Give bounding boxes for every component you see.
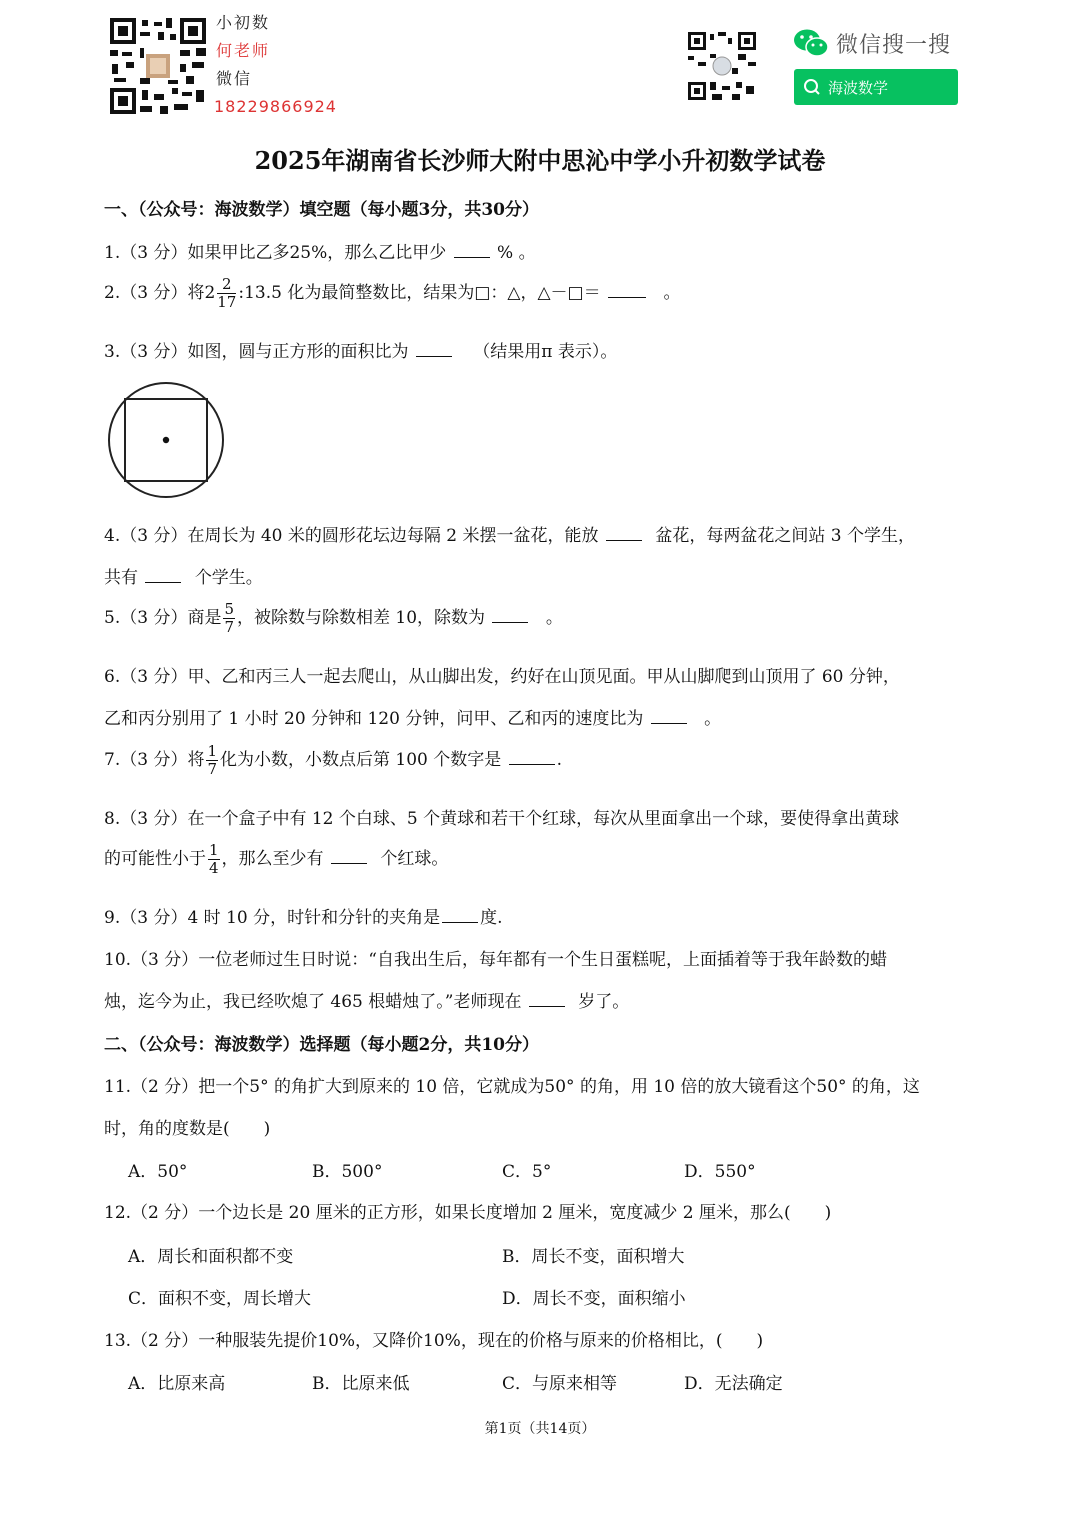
q11-option-d[interactable]: D．550° <box>684 1162 756 1182</box>
answer-blank <box>529 992 565 1007</box>
fraction-denominator: 7 <box>224 618 234 636</box>
q8-text-2: 的可能性小于 <box>104 849 206 869</box>
answer-blank <box>416 342 452 357</box>
answer-blank <box>651 709 687 724</box>
question-8-line-2 <box>104 842 448 877</box>
q1-suffix: % 。 <box>497 243 536 263</box>
page-title: 2025年湖南省长沙师大附中思沁中学小升初数学试卷 <box>254 146 826 175</box>
fraction <box>208 842 220 877</box>
fraction-numerator: 1 <box>207 742 217 760</box>
q8-suffix: 个红球。 <box>380 849 449 869</box>
q7-text: 7.（3 分）将 <box>104 750 205 770</box>
q13-option-a[interactable]: A．比原来高 <box>128 1374 226 1394</box>
fraction <box>223 601 235 636</box>
q5-suffix: 。 <box>545 608 563 628</box>
question-5 <box>104 601 563 636</box>
answer-blank <box>606 526 642 541</box>
question-13 <box>104 1326 763 1351</box>
q7-suffix: . <box>556 750 563 770</box>
fraction <box>206 743 218 778</box>
q6-text: 6.（3 分）甲、乙和丙三人一起去爬山，从山脚出发，约好在山顶见面。甲从山脚爬到山顶用了 60 分钟， <box>104 667 900 687</box>
section-heading-fill-in: 一、（公众号：海波数学）填空题（每小题3分，共30分） <box>104 200 539 220</box>
fraction-numerator: 2 <box>217 276 236 294</box>
question-11-line-2 <box>104 1114 270 1139</box>
question-6-line-2 <box>104 704 721 729</box>
q11-text: 11.（2 分）把一个5° 的角扩大到原来的 10 倍，它就成为50° 的角，用 10 倍的放大镜看这个50° 的角，这 <box>104 1077 920 1097</box>
handwritten-teacher-name: 何老师 <box>216 41 271 60</box>
q13-option-c[interactable]: C．与原来相等 <box>502 1374 618 1394</box>
q4-text-2: 盆花，每两盆花之间站 3 个学生， <box>655 526 915 546</box>
q6-text-2: 乙和丙分别用了 1 小时 20 分钟和 120 分钟，问甲、乙和丙的速度比为 <box>104 709 644 729</box>
answer-blank <box>331 849 367 864</box>
q9-suffix: 度. <box>480 908 503 928</box>
question-2 <box>104 276 680 311</box>
q12-option-d[interactable]: D．周长不变，面积缩小 <box>502 1289 686 1309</box>
answer-blank <box>492 608 528 623</box>
fraction-denominator: 4 <box>209 859 219 877</box>
question-11-line-1 <box>104 1072 920 1097</box>
q11-option-c[interactable]: C．5° <box>502 1162 552 1182</box>
q4-text-3: 共有 <box>104 568 138 588</box>
q13-option-d[interactable]: D．无法确定 <box>684 1374 783 1394</box>
question-3 <box>104 337 617 362</box>
q5-text: 5.（3 分）商是 <box>104 608 222 628</box>
q2-text-2: :13.5 化为最简整数比，结果为□：△，△－□＝ <box>238 283 601 303</box>
answer-blank <box>442 908 478 923</box>
q13-option-b[interactable]: B．比原来低 <box>312 1374 410 1394</box>
q10-text-2: 烛，迄今为止，我已经吹熄了 465 根蜡烛了。”老师现在 <box>104 992 522 1012</box>
qr-code-right <box>688 32 756 100</box>
question-6-line-1 <box>104 662 900 687</box>
wechat-search-title: 微信搜一搜 <box>836 33 952 58</box>
q3-text: 3.（3 分）如图，圆与正方形的面积比为 <box>104 342 409 362</box>
q11-option-a[interactable]: A．50° <box>128 1162 188 1182</box>
question-8-line-1 <box>104 804 899 829</box>
question-10-line-1 <box>104 945 887 970</box>
page-number: 第1页（共14页） <box>484 1421 596 1437</box>
q8-text-3: ，那么至少有 <box>221 849 324 869</box>
fraction-denominator: 17 <box>217 293 237 311</box>
q3-suffix: （结果用π 表示）。 <box>473 342 618 362</box>
q7-text-2: 化为小数，小数点后第 100 个数字是 <box>220 750 502 770</box>
question-10-line-2 <box>104 987 629 1012</box>
q6-suffix: 。 <box>704 709 722 729</box>
fraction-numerator: 5 <box>224 600 234 618</box>
q10-suffix: 岁了。 <box>578 992 630 1012</box>
question-7 <box>104 743 562 778</box>
q2-text: 2.（3 分）将2 <box>104 283 216 303</box>
q8-text: 8.（3 分）在一个盒子中有 12 个白球、5 个黄球和若干个红球，每次从里面拿出一个球，要使得拿出黄球 <box>104 809 900 829</box>
answer-blank <box>509 750 555 765</box>
search-icon <box>794 69 828 105</box>
q12-text: 12.（2 分）一个边长是 20 厘米的正方形，如果长度增加 2 厘米，宽度减少 2 厘米，那么( ) <box>104 1203 832 1223</box>
wechat-search-box[interactable] <box>794 69 958 105</box>
handwritten-phone-number: 18229866924 <box>214 97 337 116</box>
q11-option-b[interactable]: B．500° <box>312 1162 383 1182</box>
q12-option-a[interactable]: A．周长和面积都不变 <box>128 1247 294 1267</box>
q12-option-b[interactable]: B．周长不变，面积增大 <box>502 1247 685 1267</box>
answer-blank <box>145 568 181 583</box>
section-heading-multiple-choice: 二、（公众号：海波数学）选择题（每小题2分，共10分） <box>104 1035 539 1055</box>
q13-text: 13.（2 分）一种服装先提价10%，又降价10%，现在的价格与原来的价格相比，( ) <box>104 1331 764 1351</box>
circle-square-figure <box>105 380 227 502</box>
q4-text: 4.（3 分）在周长为 40 米的圆形花坛边每隔 2 米摆一盆花，能放 <box>104 526 599 546</box>
q10-text: 10.（3 分）一位老师过生日时说：“自我出生后，每年都有一个生日蛋糕呢，上面插着等于我年龄数的蜡 <box>104 950 887 970</box>
q9-text: 9.（3 分）4 时 10 分，时针和分针的夹角是 <box>104 908 441 928</box>
answer-blank <box>454 243 490 258</box>
q12-option-c[interactable]: C．面积不变，周长增大 <box>128 1289 312 1309</box>
wechat-icon <box>793 28 829 58</box>
handwritten-wechat-label: 微信 <box>216 69 253 88</box>
question-4-line-2 <box>104 563 263 588</box>
handwritten-course-name: 小初数 <box>216 13 271 32</box>
q2-suffix: 。 <box>663 283 681 303</box>
qr-code-left <box>110 18 206 114</box>
q11-text-2: 时，角的度数是( ) <box>104 1119 271 1139</box>
question-12 <box>104 1198 831 1223</box>
question-1 <box>104 238 536 263</box>
q5-text-2: ，被除数与除数相差 10，除数为 <box>237 608 486 628</box>
fraction-denominator: 7 <box>207 760 217 778</box>
question-9 <box>104 903 503 928</box>
search-label: 海波数学 <box>828 78 889 97</box>
q4-suffix: 个学生。 <box>194 568 263 588</box>
question-4-line-1 <box>104 521 915 546</box>
fraction <box>217 276 236 311</box>
answer-blank <box>608 283 646 298</box>
fraction-numerator: 1 <box>209 841 219 859</box>
q1-text: 1.（3 分）如果甲比乙多25%，那么乙比甲少 <box>104 243 447 263</box>
